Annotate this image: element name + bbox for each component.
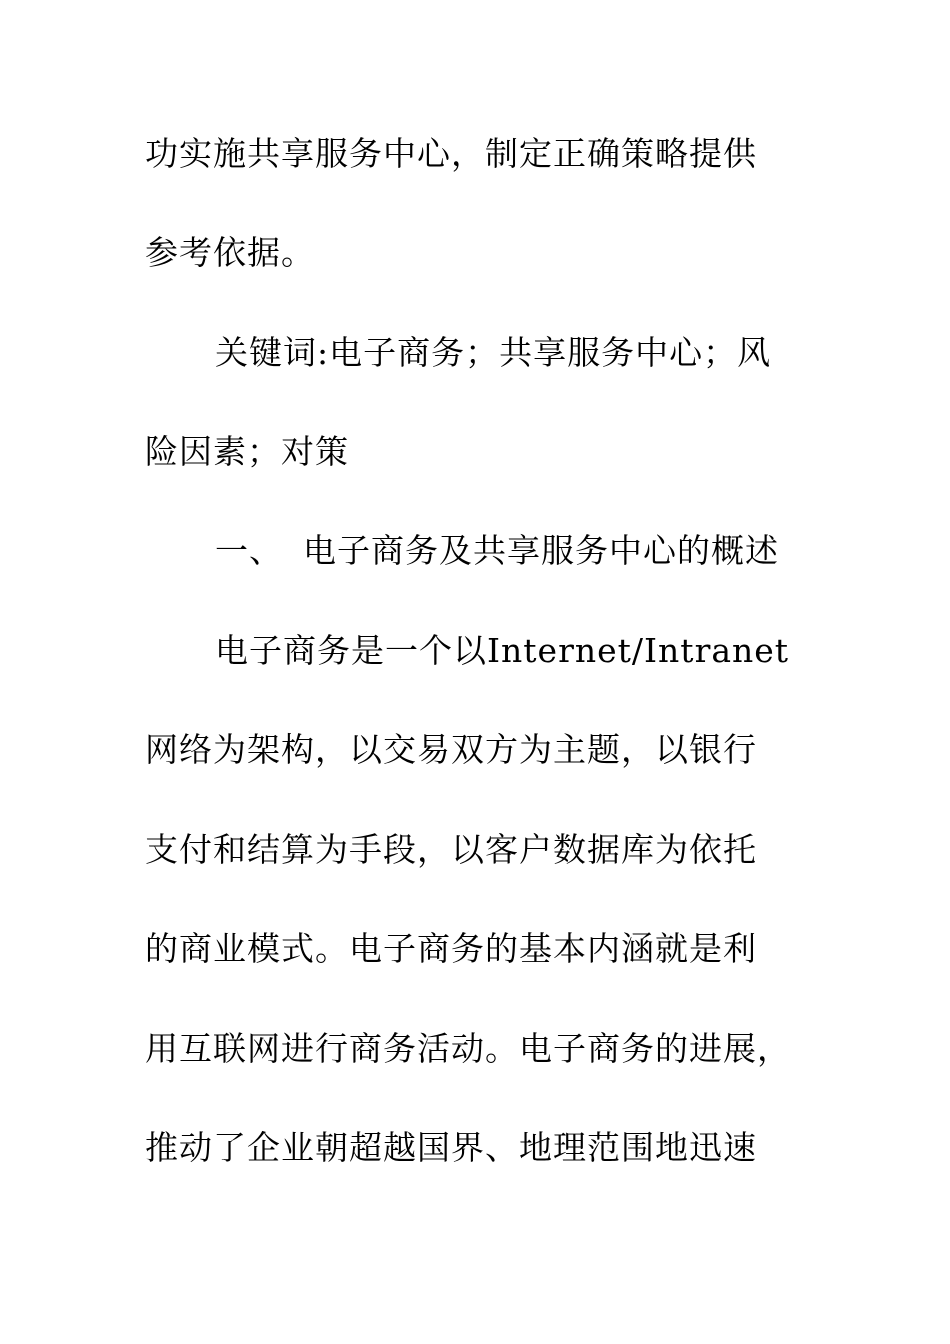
body-text-line: 功实施共享服务中心，制定正确策略提供 xyxy=(145,134,757,173)
body-text-line: 网络为架构，以交易双方为主题，以银行 xyxy=(145,730,757,769)
keywords-line-continued: 险因素；对策 xyxy=(145,432,349,471)
body-text-line: 推动了企业朝超越国界、地理范围地迅速 xyxy=(145,1128,757,1167)
section-heading xyxy=(215,531,779,571)
section-number: 一、 xyxy=(215,531,283,570)
body-text-line: 的商业模式。电子商务的基本内涵就是利 xyxy=(145,929,757,968)
body-text-line: 电子商务是一个以Internet/Intranet xyxy=(215,631,790,670)
keywords-line: 关键词:电子商务；共享服务中心；风 xyxy=(215,333,772,372)
body-text-line: 用互联网进行商务活动。电子商务的进展， xyxy=(145,1029,791,1068)
body-text-line: 支付和结算为手段，以客户数据库为依托 xyxy=(145,830,757,869)
section-title: 电子商务及共享服务中心的概述 xyxy=(303,531,779,570)
body-text-line: 参考依据。 xyxy=(145,233,315,272)
